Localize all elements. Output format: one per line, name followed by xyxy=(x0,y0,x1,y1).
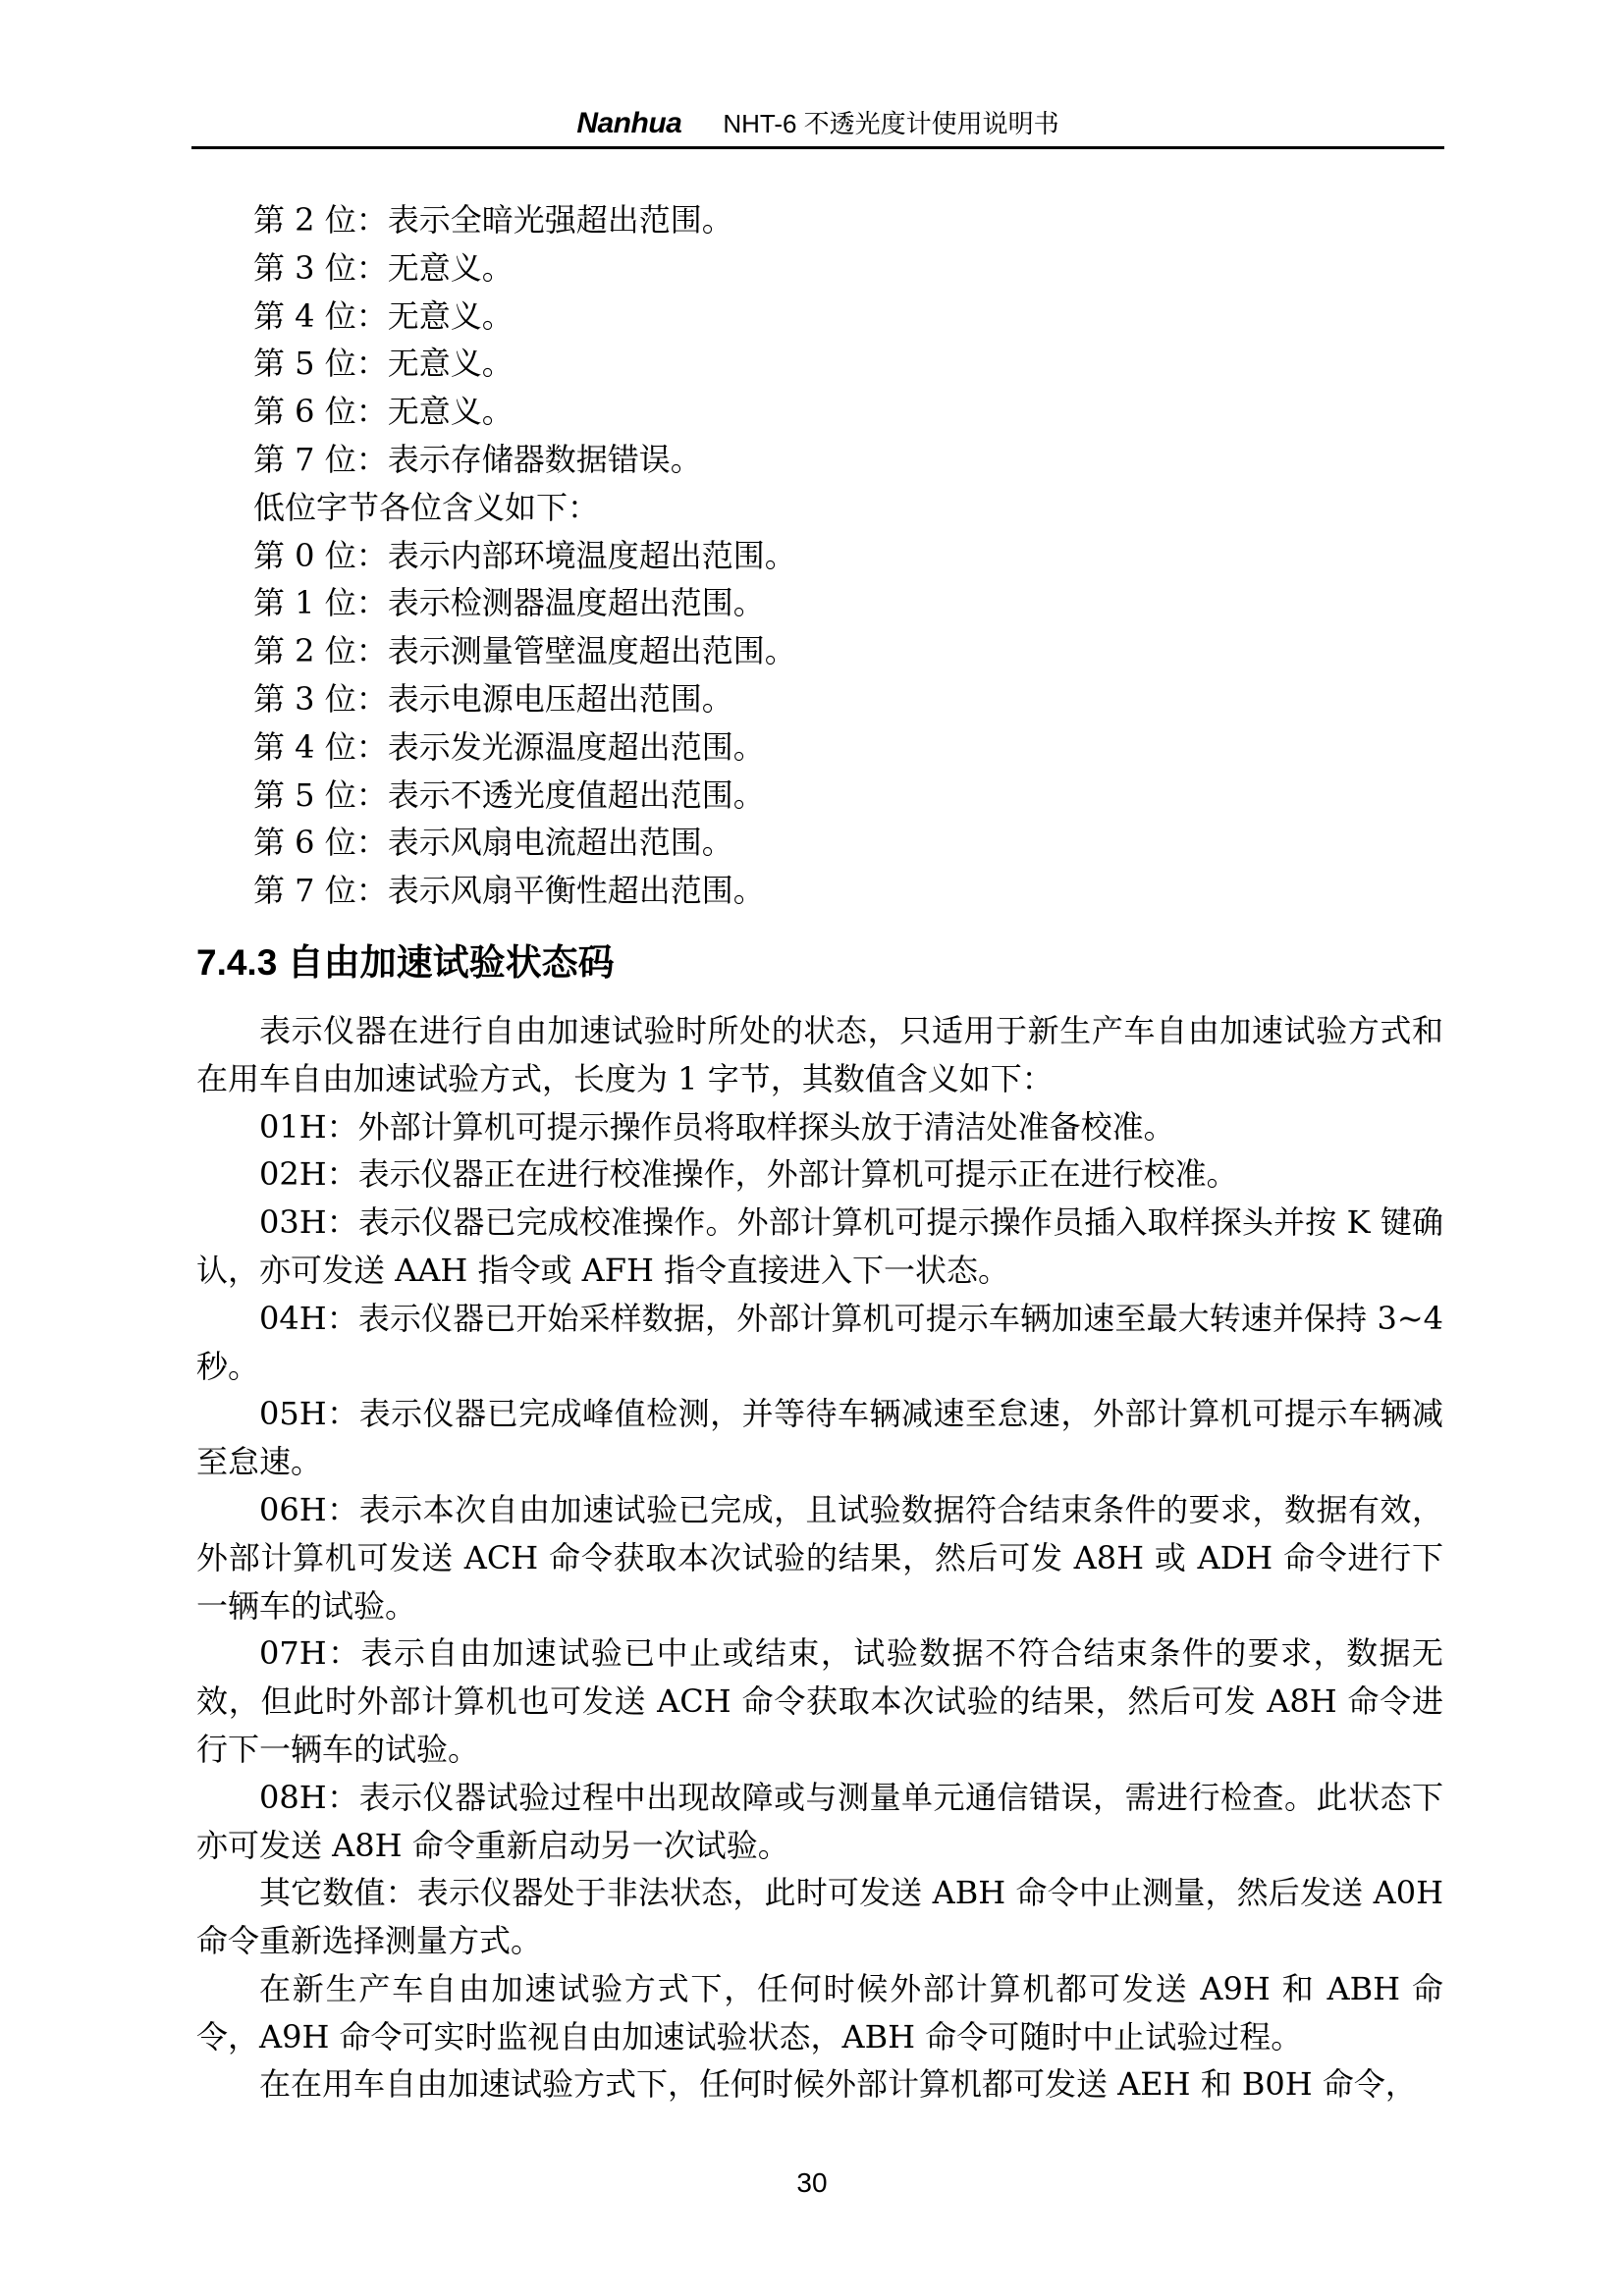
bit-line: 第 1 位：表示检测器温度超出范围。 xyxy=(253,584,765,622)
page-content xyxy=(196,196,1443,2109)
paragraph: 06H：表示本次自由加速试验已完成，且试验数据符合结束条件的要求，数据有效，外部计算机可发送 ACH 命令获取本次试验的结果，然后可发 A8H 或 ADH 命令进行下一辆车的试验。 xyxy=(196,1490,1443,1625)
bit-line: 第 4 位：表示发光源温度超出范围。 xyxy=(253,727,765,766)
bit-line: 第 6 位：无意义。 xyxy=(253,393,514,431)
paragraph: 05H：表示仪器已完成峰值检测，并等待车辆减速至怠速，外部计算机可提示车辆减至怠速。 xyxy=(196,1395,1443,1481)
paragraph: 02H：表示仪器正在进行校准操作，外部计算机可提示正在进行校准。 xyxy=(259,1155,1238,1194)
bit-line: 第 3 位：表示电源电压超出范围。 xyxy=(253,679,733,718)
paragraph: 在在用车自由加速试验方式下，任何时候外部计算机都可发送 AEH 和 B0H 命令， xyxy=(259,2065,1417,2104)
paragraph: 07H：表示自由加速试验已中止或结束，试验数据不符合结束条件的要求，数据无效，但此时外部计算机也可发送 ACH 命令获取本次试验的结果，然后可发 A8H 命令进行下一辆车的试验。 xyxy=(196,1634,1443,1768)
paragraph: 08H：表示仪器试验过程中出现故障或与测量单元通信错误，需进行检查。此状态下亦可发送 A8H 命令重新启动另一次试验。 xyxy=(196,1778,1443,1864)
paragraph: 其它数值：表示仪器处于非法状态，此时可发送 ABH 命令中止测量，然后发送 A0H 命令重新选择测量方式。 xyxy=(196,1874,1443,1960)
paragraph: 在新生产车自由加速试验方式下，任何时候外部计算机都可发送 A9H 和 ABH 命令，A9H 命令可实时监视自由加速试验状态，ABH 命令可随时中止试验过程。 xyxy=(196,1969,1443,2056)
paragraph: 01H：外部计算机可提示操作员将取样探头放于清洁处准备校准。 xyxy=(259,1107,1175,1146)
bit-line: 第 0 位：表示内部环境温度超出范围。 xyxy=(253,536,796,574)
bit-line: 第 7 位：表示风扇平衡性超出范围。 xyxy=(253,872,765,910)
header-title: NHT-6 不透光度计使用说明书 xyxy=(723,109,1059,138)
bit-line: 第 2 位：表示测量管壁温度超出范围。 xyxy=(253,632,796,670)
brand-logo: Nanhua xyxy=(576,107,682,139)
bit-line: 第 6 位：表示风扇电流超出范围。 xyxy=(253,824,733,862)
bit-line: 第 3 位：无意义。 xyxy=(253,248,514,287)
bit-line: 第 2 位：表示全暗光强超出范围。 xyxy=(253,201,733,239)
paragraph: 表示仪器在进行自由加速试验时所处的状态，只适用于新生产车自由加速试验方式和在用车自由加速试验方式，长度为 1 字节，其数值含义如下： xyxy=(196,1011,1443,1097)
bit-line: 第 4 位：无意义。 xyxy=(253,296,514,335)
section-heading: 7.4.3 自由加速试验状态码 xyxy=(196,941,615,983)
bit-line: 第 7 位：表示存储器数据错误。 xyxy=(253,440,702,478)
bit-line: 第 5 位：表示不透光度值超出范围。 xyxy=(253,775,765,814)
page-header xyxy=(191,98,1444,149)
low-byte-intro: 低位字节各位含义如下： xyxy=(253,488,600,526)
bit-line: 第 5 位：无意义。 xyxy=(253,345,514,383)
paragraph: 03H：表示仪器已完成校准操作。外部计算机可提示操作员插入取样探头并按 K 键确认，亦可发送 AAH 指令或 AFH 指令直接进入下一状态。 xyxy=(196,1203,1443,1289)
paragraph: 04H：表示仪器已开始采样数据，外部计算机可提示车辆加速至最大转速并保持 3~4 秒。 xyxy=(196,1299,1443,1385)
page-number: 30 xyxy=(796,2167,828,2198)
